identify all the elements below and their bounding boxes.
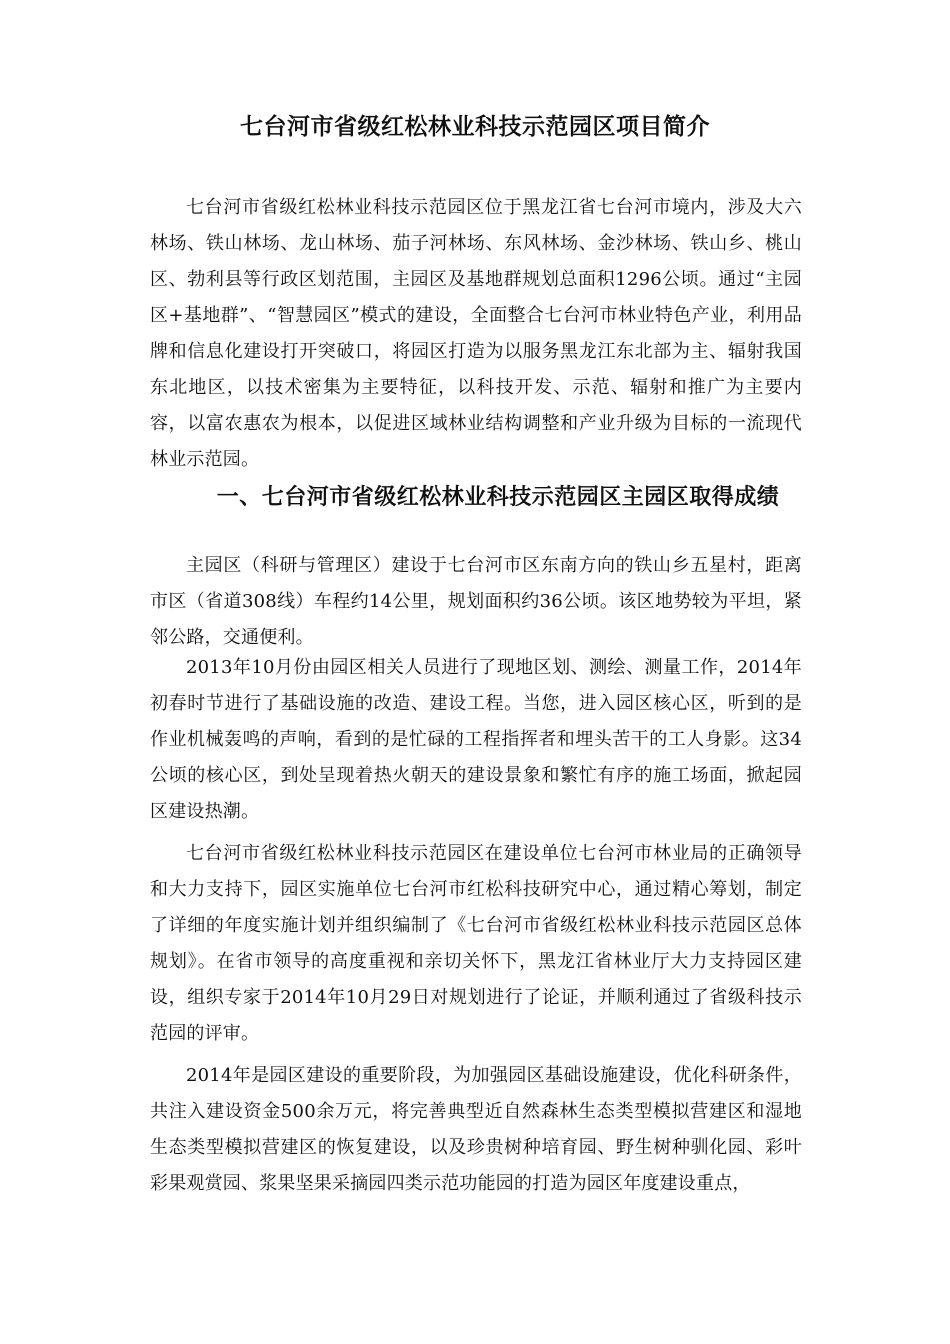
document-title: 七台河市省级红松林业科技示范园区项目简介 bbox=[240, 113, 710, 140]
body-paragraph: 主园区（科研与管理区）建设于七台河市区东南方向的铁山乡五星村，距离市区（省道308线）车程约14公里，规划面积约36公顷。该区地势较为平坦，紧邻公路，交通便利。 bbox=[150, 555, 802, 648]
section-heading: 一、七台河市省级红松林业科技示范园区主园区取得成绩 bbox=[216, 484, 780, 510]
body-paragraph: 2014年是园区建设的重要阶段，为加强园区基础设施建设，优化科研条件，共注入建设资金500余万元，将完善典型近自然森林生态类型模拟营建区和湿地生态类型模拟营建区的恢复建设，以及珍贵树种培育园、野生树种驯化园、彩叶彩果观赏园、浆果坚果采摘园四类示范功能园的打造为园区年度建设重点， bbox=[150, 1065, 802, 1194]
body-paragraph: 2013年10月份由园区相关人员进行了现地区划、测绘、测量工作，2014年初春时节进行了基础设施的改造、建设工程。当您，进入园区核心区，听到的是作业机械轰鸣的声响，看到的是忙碌的工程指挥者和埋头苦干的工人身影。这34公顷的核心区，到处呈现着热火朝天的建设景象和繁忙有序的施工场面，掀起园区建设热潮。 bbox=[150, 657, 802, 822]
body-paragraph: 七台河市省级红松林业科技示范园区在建设单位七台河市林业局的正确领导和大力支持下，园区实施单位七台河市红松科技研究中心，通过精心筹划，制定了详细的年度实施计划并组织编制了《七台河市省级红松林业科技示范园区总体规划》。在省市领导的高度重视和亲切关怀下，黑龙江省林业厅大力支持园区建设，组织专家于2014年10月29日对规划进行了论证，并顺利通过了省级科技示范园的评审。 bbox=[150, 843, 802, 1044]
intro-paragraph: 七台河市省级红松林业科技示范园区位于黑龙江省七台河市境内，涉及大六林场、铁山林场、龙山林场、茄子河林场、东风林场、金沙林场、铁山乡、桃山区、勃利县等行政区划范围，主园区及基地群规划总面积1296公顷。通过“主园区+基地群”、“智慧园区”模式的建设，全面整合七台河市林业特色产业，利用品牌和信息化建设打开突破口，将园区打造为以服务黑龙江东北部为主、辐射我国东北地区，以技术密集为主要特征，以科技开发、示范、辐射和推广为主要内容，以富农惠农为根本，以促进区域林业结构调整和产业升级为目标的一流现代林业示范园。 bbox=[150, 197, 802, 470]
